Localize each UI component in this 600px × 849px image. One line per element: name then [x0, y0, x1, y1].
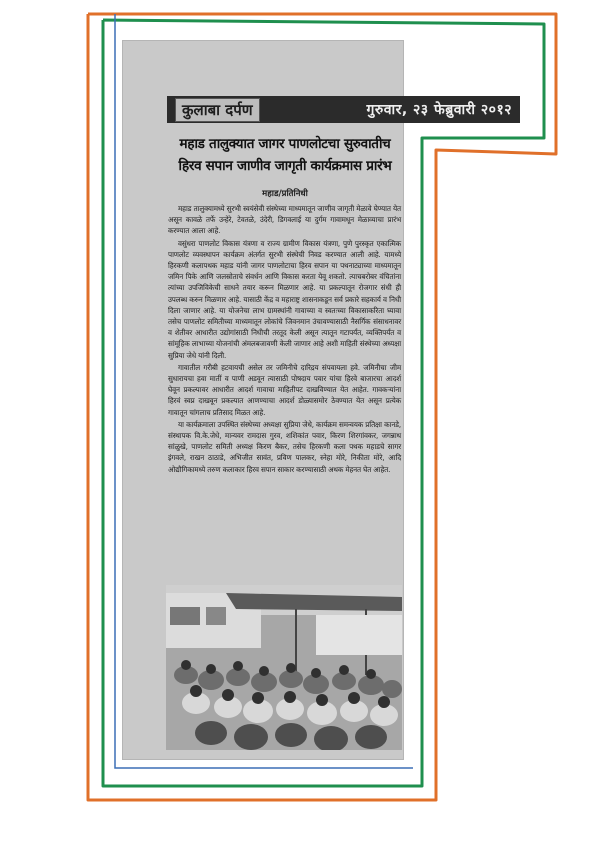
paragraph: या कार्यक्रमाला उपस्थित संस्थेच्या अध्यक्षा सुप्रिया जेधे, कार्यक्रम समन्वयक प्रतिक्षा कानडे, संस्थापक वि.के.जेधे, मान्यवर रामदास गुरव, शशिकांत पवार, किरण शिरगांवकर, जगन्नाथ सांळुखे, पाणलोट समिती अध्यक्ष किरण बैकर, तसेच हिरकणी कला पथक महाडचे सागर इंगवले, राखन ठाठाडे, अभिजीत सावंत, प्रविण पालकर, स्नेहा मोरे, निकीता मोरे, आदि ओद्यौगिकामध्ये तरुण कलाकार हिरव सपान साकार करण्यासाठी अथक मेहनत घेत आहेत. — [168, 419, 401, 474]
headline-line-2: हिरव सपान जाणीव जागृती कार्यक्रमास प्रारंभ — [178, 158, 392, 174]
paragraph: महाड तालुक्यामध्ये सुरभी स्वयंसेवी संस्थेच्या माध्यमातून जाणीव जागृती मेळावे घेण्यात येत असून कावळे तर्फे उन्हेरे, टेवतळे, उंदेरी, डिगवलाई या दुर्गम गावामधून मेळाव्याचा प्रारंभ करण्यात आला आहे. — [168, 204, 401, 236]
article-headline — [168, 133, 402, 177]
event-photo — [166, 585, 402, 750]
paragraph: गावातील गरीबी हटवायची असेल तर जमिनीचे दारिद्रय संपवायला हवे. जमिनीचा जीम सुधारायचा हवा मातीं व पाणी अडवून त्यासाठी पोषदाय पवार यांचा हिरवे बाजारचा आदर्श घेवून प्रकल्पावर आधारीत आदर्श गावाचा माहितीपट दाखविण्यात येत आहेत. गावकऱ्यांना हिरवं स्वप्न दाखवून प्रकल्पात आणण्याचा आदर्श डोळ्यासमोर ठेवण्यात येत असून प्रत्येक गावातून चांगलाच प्रतिसाद मिळत आहे. — [168, 362, 401, 417]
crowd-photo-illustration — [166, 585, 402, 750]
masthead — [167, 96, 520, 123]
paper-name: कुलाबा दर्पण — [175, 98, 260, 122]
issue-date: गुरुवार, २३ फेब्रुवारी २०१२ — [366, 102, 512, 118]
headline-line-1: महाड तालुक्यात जागर पाणलोटचा सुरुवातीच — [179, 136, 391, 152]
article-body — [168, 203, 401, 476]
paragraph: वसुंधरा पाणलोट विकास यंत्रणा व राज्य ग्रामीण विकास यंत्रणा, पुणे पुरस्कृत एकात्मिक पाणलोट व्यवस्थापन कार्यक्रम अंतर्गत सुरभी संस्थेची निवड करण्यात आली आहे. यामध्ये हिरकणी कलापथक महाड यांनी जागर पाणलोटाचा हिरव सपान या पथनाट्याच्या माध्यमातून जमिन पिके आणि जलस्रोताचे संवर्धन आणि विकास करता येवू शकतो. त्याचबरोबर वंचितांना त्यांच्या उपजिविकेची साधने तयार करून मिळणार आहे. या प्रकल्पातून रोजगार संधी ही उपलब्ध करुन मिळणार आहे. यासाठी केंद्र व महाराष्ट्र शासनाकडून सर्व प्रकारे सहकार्य व निधी दिला जाणार आहे. या योजनेचा लाभ ग्रामस्थांनी गावाच्या व स्वतःच्या विकासाकरिता घ्यावा तसेच पाणलोट समितीच्या माध्यमातून लोकांचे जिवनमान उंचावण्यासाठी नैसर्गिक संसाधनावर व शेतीवर आधारीत उद्योगांसाठी निधीची तरतूद केली असून त्यातून गटापर्यंत, व्यक्तिपर्यंत व सांमूहिक लाभाच्या योजनांची अंमलबजावणी केली जाणार आहे अशी माहिती संस्थेच्या अध्यक्षा सुप्रिया जेधे यांनी दिली. — [168, 238, 401, 360]
byline: महाड/प्रतिनिधी — [262, 189, 308, 199]
